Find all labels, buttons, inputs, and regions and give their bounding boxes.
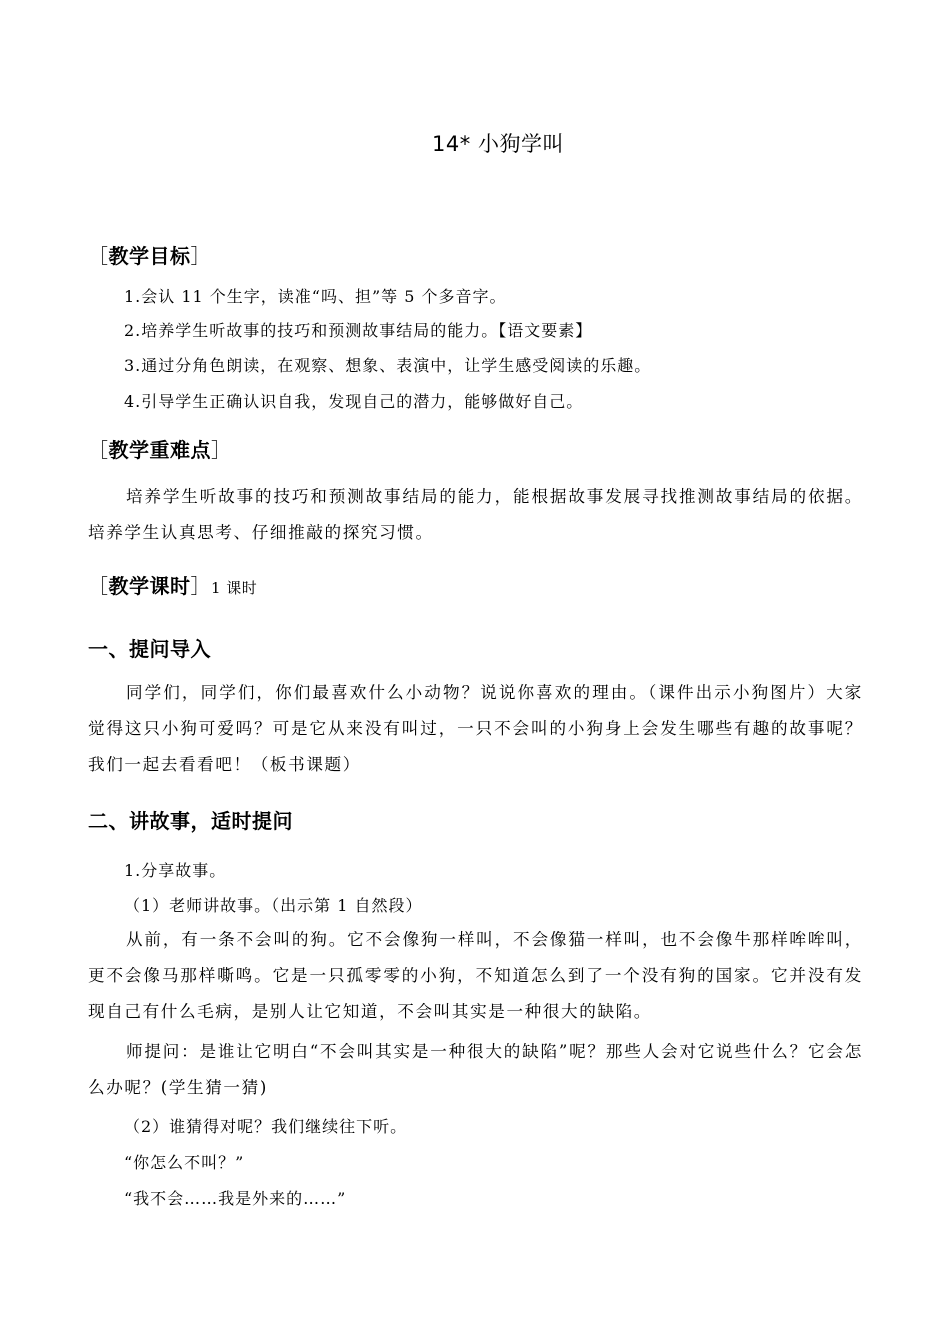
objectives-heading: ［教学目标］ xyxy=(88,244,211,268)
part1-heading: 一、提问导入 xyxy=(88,637,211,661)
part1-text: 同学们，同学们，你们最喜欢什么小动物？说说你喜欢的理由。（课件出示小狗图片）大家觉得这只小狗可爱吗？可是它从来没有叫过，一只不会叫的小狗身上会发生哪些有趣的故事呢？我们一起去看看吧！（板书课题） xyxy=(88,683,863,774)
teacher-question: 师提问：是谁让它明白“不会叫其实是一种很大的缺陷”呢？那些人会对它说些什么？它会怎么办呢？(学生猜一猜) xyxy=(88,1042,863,1097)
part2-heading: 二、讲故事，适时提问 xyxy=(88,809,293,833)
dialog-line: “我不会……我是外来的……” xyxy=(124,1189,347,1208)
page-title: 14* 小狗学叫 xyxy=(432,132,564,156)
key-points-heading: ［教学重难点］ xyxy=(88,438,232,462)
periods-value: 1 课时 xyxy=(211,579,258,597)
step-sub-label: （2）谁猜得对呢？我们继续往下听。 xyxy=(124,1117,408,1136)
step-sub-label: （1）老师讲故事。（出示第 1 自然段） xyxy=(124,896,423,915)
objective-item: 1.会认 11 个生字，读准“吗、担”等 5 个多音字。 xyxy=(124,287,507,306)
objective-item: 4.引导学生正确认识自我，发现自己的潜力，能够做好自己。 xyxy=(124,392,584,411)
key-points-text: 培养学生听故事的技巧和预测故事结局的能力，能根据故事发展寻找推测故事结局的依据。培养学生认真思考、仔细推敲的探究习惯。 xyxy=(88,487,863,542)
dialog-line: “你怎么不叫？” xyxy=(124,1153,245,1172)
story-paragraph: 从前，有一条不会叫的狗。它不会像狗一样叫，不会像猫一样叫，也不会像牛那样哞哞叫，更不会像马那样嘶鸣。它是一只孤零零的小狗，不知道怎么到了一个没有狗的国家。它并没有发现自己有什么毛病，是别人让它知道，不会叫其实是一种很大的缺陷。 xyxy=(88,930,863,1021)
objective-item: 3.通过分角色朗读，在观察、想象、表演中，让学生感受阅读的乐趣。 xyxy=(124,356,652,375)
periods-heading: ［教学课时］1 课时 xyxy=(88,574,258,598)
objective-item: 2.培养学生听故事的技巧和预测故事结局的能力。【语文要素】 xyxy=(124,321,593,340)
step-label: 1.分享故事。 xyxy=(124,861,227,880)
